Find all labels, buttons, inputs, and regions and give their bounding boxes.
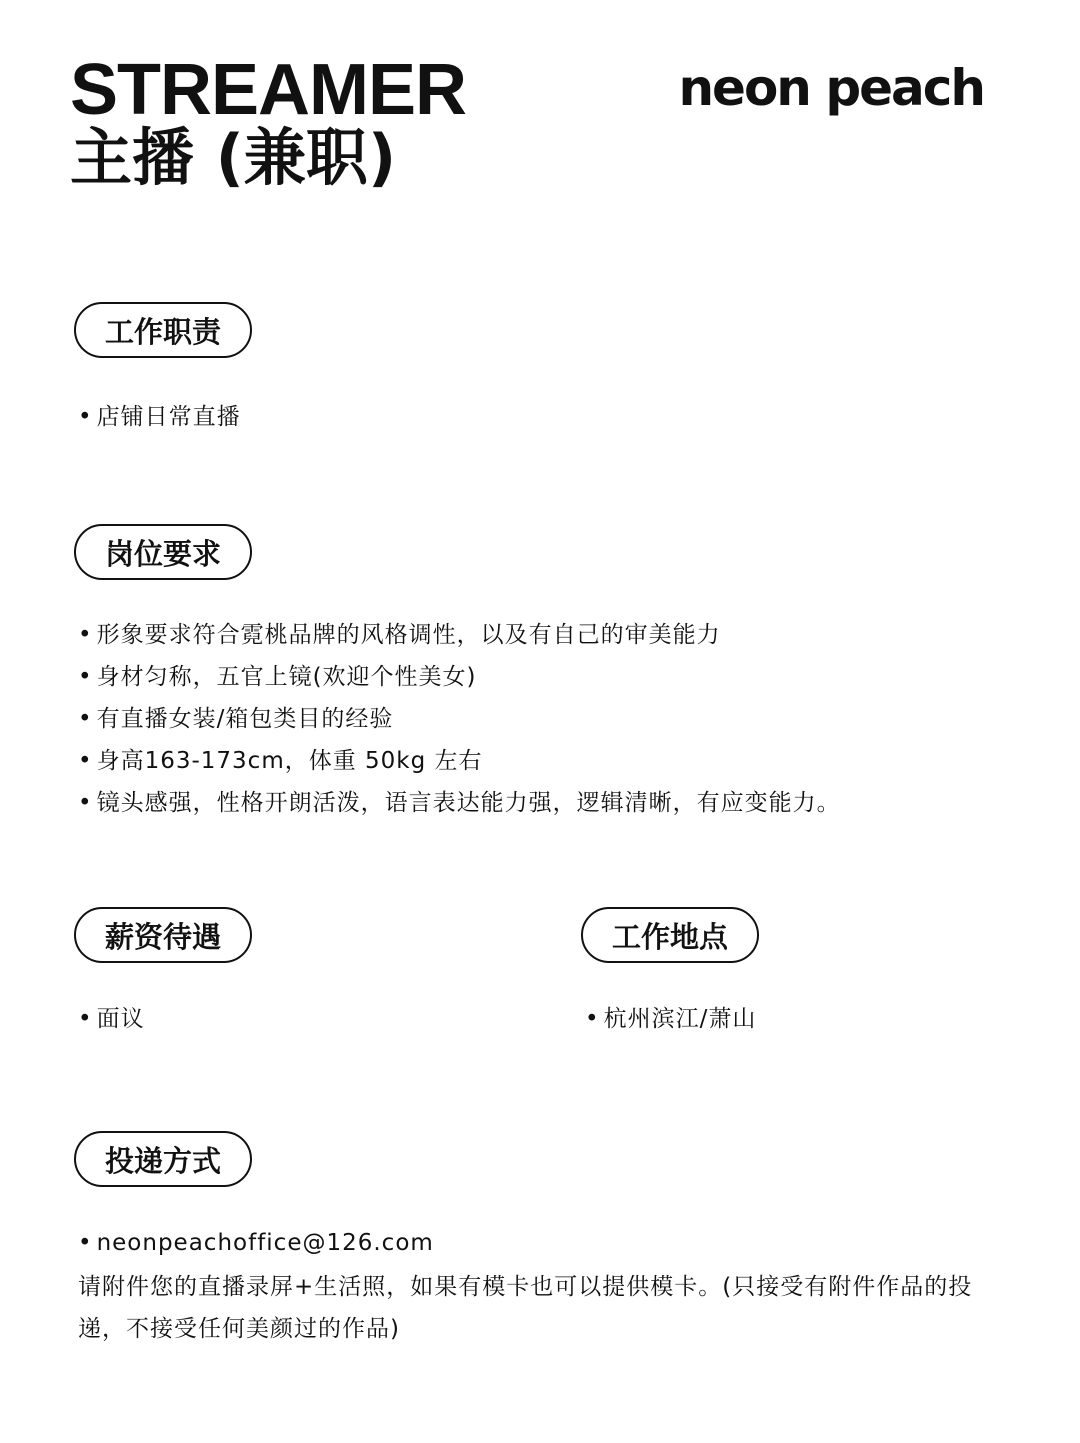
section-label-duties: 工作职责 xyxy=(74,302,252,358)
requirements-list xyxy=(78,614,841,824)
section-label-requirements: 岗位要求 xyxy=(74,524,252,580)
list-item: • 镜头感强，性格开朗活泼，语言表达能力强，逻辑清晰，有应变能力。 xyxy=(78,782,841,824)
location-list xyxy=(585,998,756,1040)
brand-logo: neon peach xyxy=(678,59,984,117)
list-item: • 身高163-173cm，体重 50kg 左右 xyxy=(78,740,841,782)
section-label-apply: 投递方式 xyxy=(74,1131,252,1187)
salary-list xyxy=(78,998,145,1040)
list-item: • 杭州滨江/萧山 xyxy=(585,998,756,1040)
page-title-en: STREAMER xyxy=(70,50,467,130)
apply-note: 请附件您的直播录屏+生活照，如果有模卡也可以提供模卡。(只接受有附件作品的投递，不接受任何美颜过的作品) xyxy=(78,1274,973,1342)
list-item: • 店铺日常直播 xyxy=(78,396,241,438)
section-label-location: 工作地点 xyxy=(581,907,759,963)
apply-email: • neonpeachoffice@126.com xyxy=(78,1222,434,1264)
duties-list xyxy=(78,396,241,438)
list-item: • 身材匀称，五官上镜(欢迎个性美女) xyxy=(78,656,841,698)
list-item: • 形象要求符合霓桃品牌的风格调性，以及有自己的审美能力 xyxy=(78,614,841,656)
page-title-cn: 主播 (兼职) xyxy=(70,121,397,194)
apply-list xyxy=(78,1222,434,1264)
section-label-salary: 薪资待遇 xyxy=(74,907,252,963)
list-item: • 面议 xyxy=(78,998,145,1040)
list-item: • 有直播女装/箱包类目的经验 xyxy=(78,698,841,740)
